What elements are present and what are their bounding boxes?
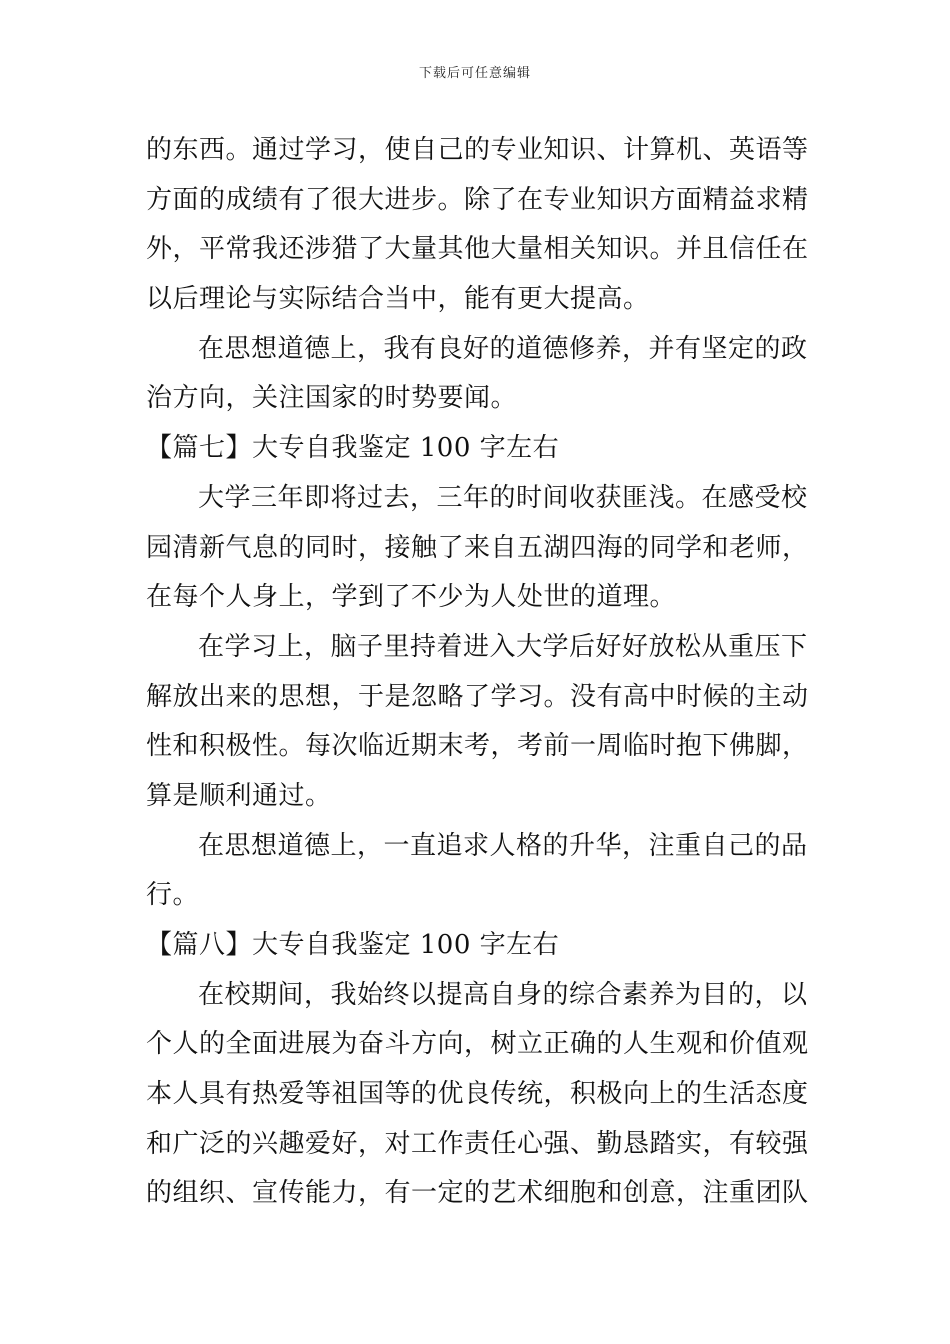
text-line: 在思想道德上，一直追求人格的升华，注重自己的品 xyxy=(198,830,808,861)
text-line: 治方向，关注国家的时势要闻。 xyxy=(146,383,518,414)
page-header: 下载后可任意编辑 xyxy=(418,66,531,81)
text-line: 在思想道德上，我有良好的道德修养，并有坚定的政 xyxy=(198,333,808,364)
text-line: 在每个人身上，学到了不少为人处世的道理。 xyxy=(146,582,677,613)
text-line: 的组织、宣传能力，有一定的艺术细胞和创意，注重团队 xyxy=(146,1178,809,1209)
document-body xyxy=(146,126,808,1219)
text-line: 算是顺利通过。 xyxy=(146,780,332,811)
text-line: 园清新气息的同时，接触了来自五湖四海的同学和老师， xyxy=(146,532,809,563)
text-line: 本人具有热爱等祖国等的优良传统，积极向上的生活态度 xyxy=(146,1079,809,1110)
section-heading: 【篇七】大专自我鉴定 100 字左右 xyxy=(146,433,560,464)
text-line: 在校期间，我始终以提高自身的综合素养为目的，以 xyxy=(198,979,808,1010)
text-line: 个人的全面进展为奋斗方向，树立正确的人生观和价值观 xyxy=(146,1029,809,1060)
text-line: 的东西。通过学习，使自己的专业知识、计算机、英语等 xyxy=(146,135,809,165)
text-line: 解放出来的思想，于是忽略了学习。没有高中时候的主动 xyxy=(146,681,809,712)
text-line: 和广泛的兴趣爱好，对工作责任心强、勤恳踏实，有较强 xyxy=(146,1128,809,1159)
text-line: 行。 xyxy=(146,880,200,911)
text-line: 性和积极性。每次临近期末考，考前一周临时抱下佛脚， xyxy=(146,731,809,762)
text-line: 外，平常我还涉猎了大量其他大量相关知识。并且信任在 xyxy=(146,234,809,265)
section-heading: 【篇八】大专自我鉴定 100 字左右 xyxy=(146,930,560,960)
text-line: 方面的成绩有了很大进步。除了在专业知识方面精益求精 xyxy=(146,184,809,215)
text-line: 以后理论与实际结合当中，能有更大提高。 xyxy=(146,284,650,315)
text-line: 大学三年即将过去，三年的时间收获匪浅。在感受校 xyxy=(198,482,808,513)
text-line: 在学习上，脑子里持着进入大学后好好放松从重压下 xyxy=(198,631,808,662)
